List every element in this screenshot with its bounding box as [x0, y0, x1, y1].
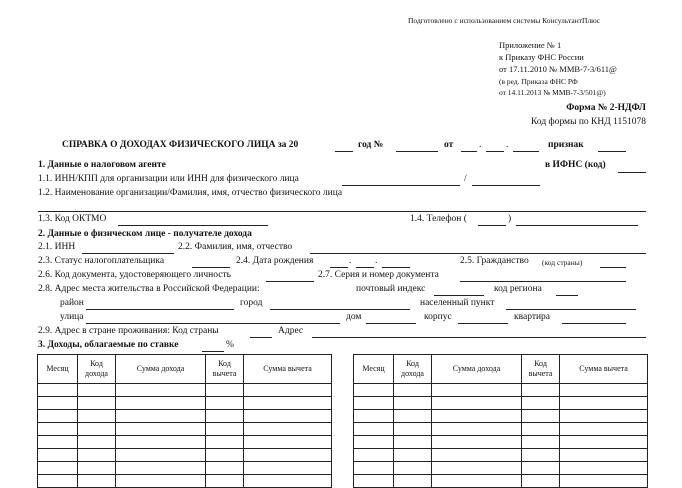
table-row: [38, 423, 332, 436]
year-field[interactable]: [335, 151, 353, 152]
label-2-8: 2.8. Адрес места жительства в Российской Федерации:: [38, 284, 260, 294]
label-flat: квартира: [514, 312, 551, 322]
table-row: [354, 384, 648, 397]
phone-paren: ): [508, 214, 512, 224]
table-row: [354, 475, 648, 488]
label-2-5: 2.5. Гражданство: [460, 256, 529, 266]
section-2-heading: 2. Данные о физическом лице - получателе дохода: [38, 229, 252, 239]
district-field[interactable]: [86, 309, 234, 310]
house-field[interactable]: [366, 323, 416, 324]
date-year-field[interactable]: [513, 151, 539, 152]
table-row: [354, 410, 648, 423]
street-field[interactable]: [86, 323, 340, 324]
number-field[interactable]: [396, 151, 438, 152]
label-locality: населенный пункт: [420, 298, 495, 308]
appendix-line-1: Приложение № 1: [499, 40, 562, 50]
table-row: [38, 384, 332, 397]
birth-day-field[interactable]: [330, 267, 348, 268]
label-ifns: в ИФНС (код): [545, 160, 606, 170]
column-header: Сумма вычета: [560, 355, 648, 384]
income-table-left: [37, 354, 332, 488]
form-code: Код формы по КНД 1151078: [531, 117, 646, 127]
table-row: [354, 449, 648, 462]
building-field[interactable]: [458, 323, 508, 324]
form-title: Форма № 2-НДФЛ: [566, 103, 646, 113]
label-region: код региона: [494, 284, 542, 294]
column-header: Сумма вычета: [244, 355, 332, 384]
citizenship-field[interactable]: [600, 267, 626, 268]
flat-field[interactable]: [562, 323, 626, 324]
region-field[interactable]: [556, 295, 578, 296]
label-2-3: 2.3. Статус налогоплательщика: [38, 256, 165, 266]
label-district: район: [60, 298, 84, 308]
organization-name-field[interactable]: [38, 211, 646, 212]
column-header: Месяц: [354, 355, 394, 384]
appendix-line-4: (в ред. Приказа ФНС РФ: [499, 77, 578, 86]
document-number-field[interactable]: [460, 281, 626, 282]
label-1-1: 1.1. ИНН/КПП для организации или ИНН для физического лица: [38, 174, 299, 184]
status-field[interactable]: [192, 267, 230, 268]
flag-field[interactable]: [598, 151, 626, 152]
inn-field[interactable]: [342, 185, 460, 186]
label-year-no: год №: [358, 140, 384, 150]
table-row: [38, 397, 332, 410]
column-header: Код дохода: [394, 355, 432, 384]
ifns-code-field[interactable]: [618, 172, 646, 173]
column-header: Код вычета: [206, 355, 244, 384]
appendix-line-3: от 17.11.2010 № ММВ-7-3/611@: [499, 64, 617, 74]
zip-field[interactable]: [434, 295, 484, 296]
date-dot: .: [479, 140, 482, 150]
label-2-6: 2.6. Код документа, удостоверяющего личность: [38, 270, 231, 280]
kpp-field[interactable]: [472, 185, 540, 186]
locality-field[interactable]: [506, 309, 636, 310]
birth-dot: .: [349, 256, 352, 266]
label-flag: признак: [548, 140, 584, 150]
appendix-line-2: к Приказу ФНС России: [499, 52, 584, 62]
table-row: [354, 462, 648, 475]
table-row: [38, 410, 332, 423]
label-address: Адрес: [278, 326, 304, 336]
table-row: [38, 449, 332, 462]
phone-code-field[interactable]: [478, 225, 506, 226]
label-from: от: [444, 140, 454, 150]
birth-year-field[interactable]: [382, 267, 410, 268]
label-building: корпус: [424, 312, 452, 322]
label-house: дом: [346, 312, 362, 322]
percent-sign: %: [226, 340, 234, 350]
birth-month-field[interactable]: [356, 267, 374, 268]
section-3-heading: 3. Доходы, облагаемые по ставке: [38, 340, 179, 350]
oktmo-field[interactable]: [118, 225, 268, 226]
column-header: Сумма дохода: [432, 355, 522, 384]
label-2-4: 2.4. Дата рождения: [236, 256, 314, 266]
phone-field[interactable]: [516, 225, 638, 226]
table-row: [354, 436, 648, 449]
document-code-field[interactable]: [266, 281, 314, 282]
slash: /: [464, 174, 467, 184]
label-country-code: (код страны): [542, 258, 583, 267]
column-header: Сумма дохода: [116, 355, 206, 384]
country-code-field[interactable]: [250, 337, 272, 338]
consultant-note: Подготовлено с использованием системы КонсультантПлюс: [408, 16, 601, 25]
label-street: улица: [60, 312, 84, 322]
label-1-2: 1.2. Наименование организации/Фамилия, имя, отчество физического лица: [38, 188, 343, 198]
label-2-7: 2.7. Серия и номер документа: [318, 270, 439, 280]
document-title: СПРАВКА О ДОХОДАХ ФИЗИЧЕСКОГО ЛИЦА за 20: [62, 140, 299, 150]
rate-field[interactable]: [202, 351, 224, 352]
date-dot: .: [506, 140, 509, 150]
city-field[interactable]: [270, 309, 410, 310]
table-row: [354, 423, 648, 436]
label-2-1: 2.1. ИНН: [38, 242, 76, 252]
section-1-heading: 1. Данные о налоговом агенте: [38, 160, 166, 170]
table-row: [38, 475, 332, 488]
table-row: [354, 397, 648, 410]
column-header: Месяц: [38, 355, 78, 384]
table-row: [38, 462, 332, 475]
label-1-3: 1.3. Код ОКТМО: [38, 214, 107, 224]
label-zip: почтовый индекс: [356, 284, 426, 294]
column-header: Код вычета: [522, 355, 560, 384]
label-1-4: 1.4. Телефон (: [410, 214, 467, 224]
appendix-line-5: от 14.11.2013 № ММВ-7-3/501@): [499, 88, 606, 97]
full-name-field[interactable]: [310, 253, 646, 254]
date-day-field[interactable]: [461, 151, 477, 152]
foreign-address-field[interactable]: [312, 337, 646, 338]
table-row: [38, 436, 332, 449]
label-2-2: 2.2. Фамилия, имя, отчество: [178, 242, 293, 252]
date-month-field[interactable]: [486, 151, 504, 152]
label-2-9: 2.9. Адрес в стране проживания: Код страны: [38, 326, 219, 336]
label-city: город: [240, 298, 263, 308]
recipient-inn-field[interactable]: [82, 253, 174, 254]
column-header: Код дохода: [78, 355, 116, 384]
income-table-right: [353, 354, 648, 488]
birth-dot: .: [375, 256, 378, 266]
